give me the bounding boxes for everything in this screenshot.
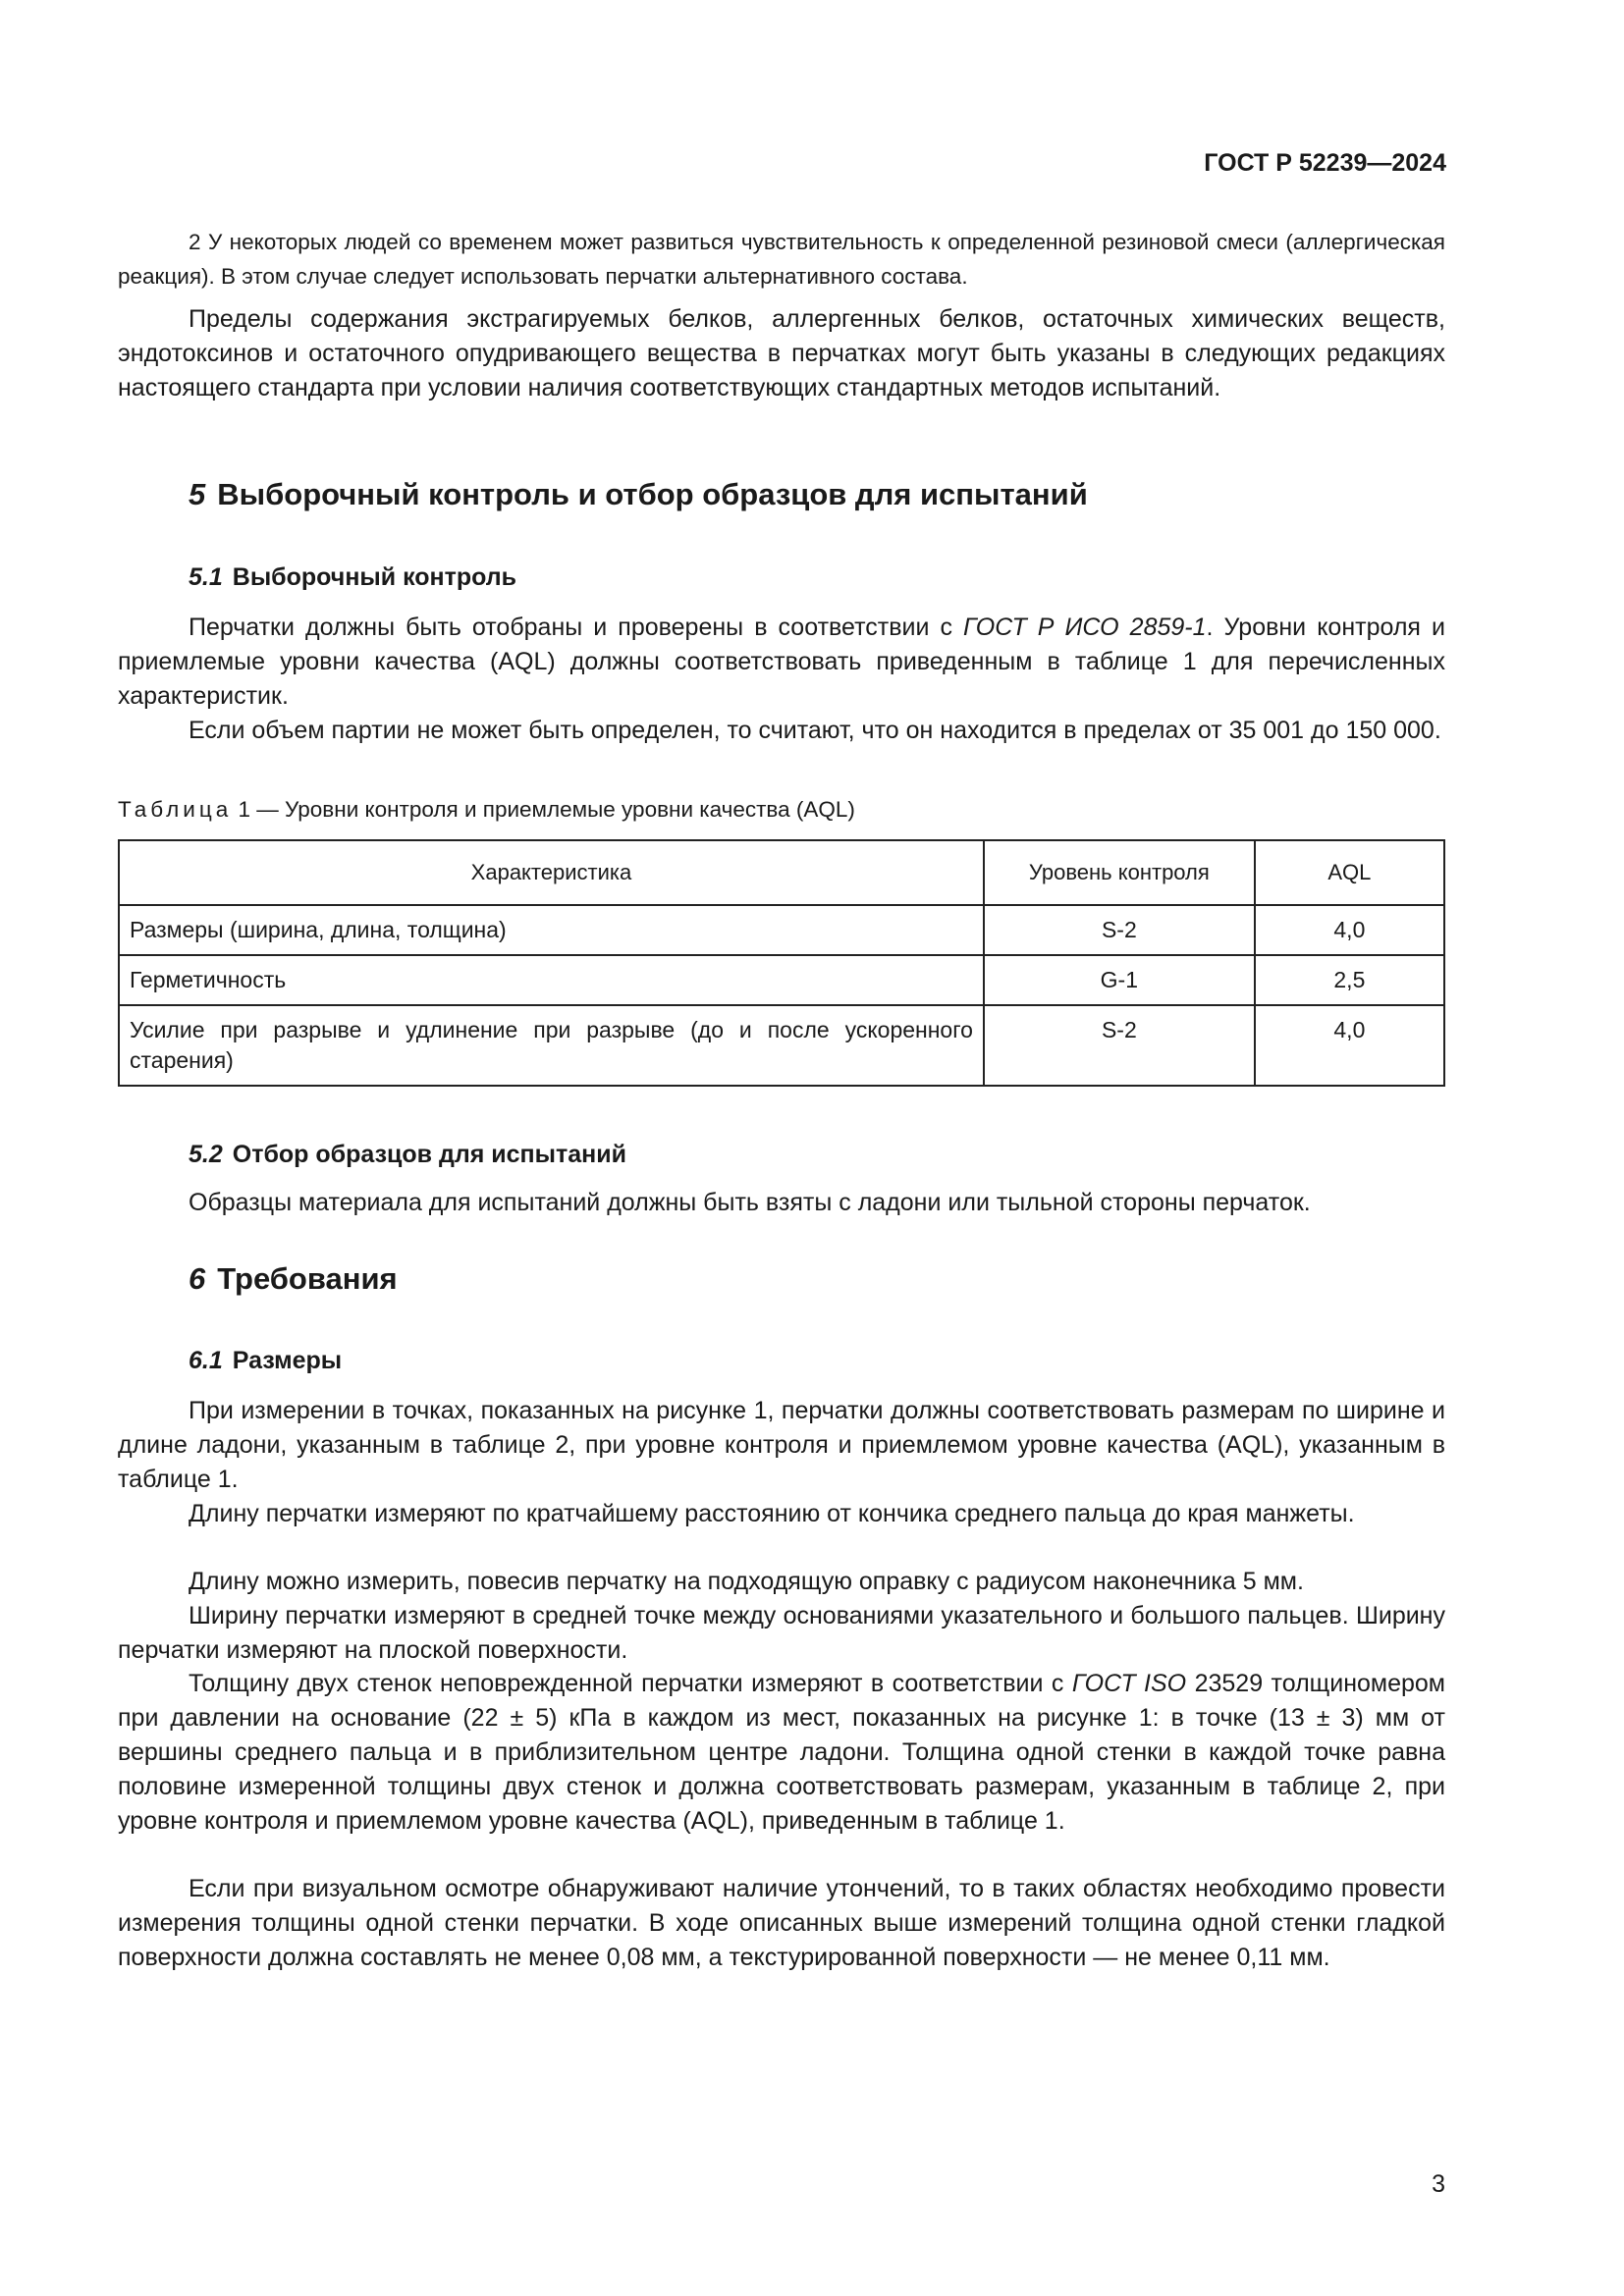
text: 23529 толщиномером при давлении на основание (22 ± 5) кПа в каждом из мест, показанных на рисунке 1: в точке (13 ± 3) мм от вершины среднего пальца и в приблизительном центре ладони. Толщина одной стенки в каждой точке равна половине измеренной толщины двух стенок и должна соответствовать размерам, указанным в таблице 2, при уровне контроля и приемлемом уровне качества (AQL), приведенным в таблице 1. (118, 1670, 1445, 1835)
column-header: AQL (1255, 840, 1444, 905)
paragraph-5-2: Образцы материала для испытаний должны быть взяты с ладони или тыльной стороны перчаток. (189, 1189, 1311, 1216)
paragraph-5-1-b: Если объем партии не может быть определен, то считают, что он находится в пределах от 35 001 до 150 000. (189, 717, 1441, 744)
standard-reference: ГОСТ Р ИСО 2859-1 (963, 614, 1207, 641)
table-cell: 2,5 (1255, 955, 1444, 1005)
section-title: Выборочный контроль и отбор образцов для испытаний (217, 477, 1088, 511)
subsection-title: Выборочный контроль (232, 563, 517, 591)
subsection-number: 5.1 (189, 563, 223, 591)
paragraph-6-1-a: При измерении в точках, показанных на рисунке 1, перчатки должны соответствовать размерам по ширине и длине ладони, указанным в таблице 2, при уровне контроля и приемлемом уровне качества (AQL), указанным в таблице 1. (118, 1397, 1445, 1493)
table-cell: G-1 (984, 955, 1255, 1005)
table-header-row (119, 840, 1444, 905)
paragraph-6-1-c: Длину можно измерить, повесив перчатку на подходящую оправку с радиусом наконечника 5 мм. (189, 1568, 1304, 1595)
section-6-heading (189, 1261, 398, 1297)
table-caption (118, 797, 855, 823)
section-number: 6 (189, 1261, 206, 1296)
subsection-6-1-heading (189, 1347, 342, 1375)
subsection-title: Отбор образцов для испытаний (232, 1141, 626, 1168)
table-row (119, 955, 1444, 1005)
paragraph-6-1-b: Длину перчатки измеряют по кратчайшему расстоянию от кончика среднего пальца до края манжеты. (189, 1500, 1355, 1527)
table-cell: S-2 (984, 905, 1255, 955)
subsection-title: Размеры (232, 1347, 343, 1374)
section-5-heading (189, 477, 1088, 512)
text: . Уровни контроля и приемлемые уровни качества (AQL) должны соответствовать приведенным в таблице 1 для перечисленных характеристик. (118, 614, 1445, 710)
table-cell: S-2 (984, 1005, 1255, 1086)
paragraph-6-1-e (118, 1667, 1445, 1839)
note-2: 2 У некоторых людей со временем может развиться чувствительность к определенной резиновой смеси (аллергическая реакция). В этом случае следует использовать перчатки альтернативного состава. (118, 230, 1445, 289)
table-cell: 4,0 (1255, 905, 1444, 955)
subsection-5-1-heading (189, 563, 516, 592)
subsection-number: 6.1 (189, 1347, 223, 1374)
paragraph-6-1-f: Если при визуальном осмотре обнаруживают наличие утончений, то в таких областях необходимо провести измерения толщины одной стенки перчатки. В ходе описанных выше измерений толщина одной стенки гладкой поверхности должна составлять не менее 0,08 мм, а текстурированной поверхности — не менее 0,11 мм. (118, 1875, 1445, 1971)
column-header: Уровень контроля (984, 840, 1255, 905)
table-1 (118, 839, 1445, 1087)
standard-reference: ГОСТ ISO (1071, 1670, 1187, 1697)
table-cell: Герметичность (119, 955, 984, 1005)
text: Толщину двух стенок неповрежденной перчатки измеряют в соответствии с (189, 1670, 1072, 1697)
paragraph-limits: Пределы содержания экстрагируемых белков, аллергенных белков, остаточных химических веществ, эндотоксинов и остаточного опудривающего вещества в перчатках могут быть указаны в следующих редакциях настоящего стандарта при условии наличия соответствующих стандартных методов испытаний. (118, 305, 1445, 401)
section-title: Требования (217, 1261, 398, 1296)
subsection-number: 5.2 (189, 1141, 223, 1168)
table-cell: Усилие при разрыве и удлинение при разрыве (до и после ускоренного старения) (119, 1005, 984, 1086)
table-cell: 4,0 (1255, 1005, 1444, 1086)
table-caption-label: Таблица (118, 797, 233, 822)
page-number: 3 (1432, 2170, 1445, 2198)
table-row (119, 1005, 1444, 1086)
column-header: Характеристика (119, 840, 984, 905)
table-caption-text: 1 — Уровни контроля и приемлемые уровни качества (AQL) (232, 797, 855, 822)
text: Перчатки должны быть отобраны и проверены в соответствии с (189, 614, 964, 641)
section-number: 5 (189, 477, 206, 511)
table-row (119, 905, 1444, 955)
document-id: ГОСТ Р 52239—2024 (1204, 149, 1446, 177)
subsection-5-2-heading (189, 1141, 626, 1169)
paragraph-5-1-a (118, 611, 1445, 714)
paragraph-6-1-d: Ширину перчатки измеряют в средней точке между основаниями указательного и большого пальцев. Ширину перчатки измеряют на плоской поверхности. (118, 1602, 1445, 1664)
table-cell: Размеры (ширина, длина, толщина) (119, 905, 984, 955)
